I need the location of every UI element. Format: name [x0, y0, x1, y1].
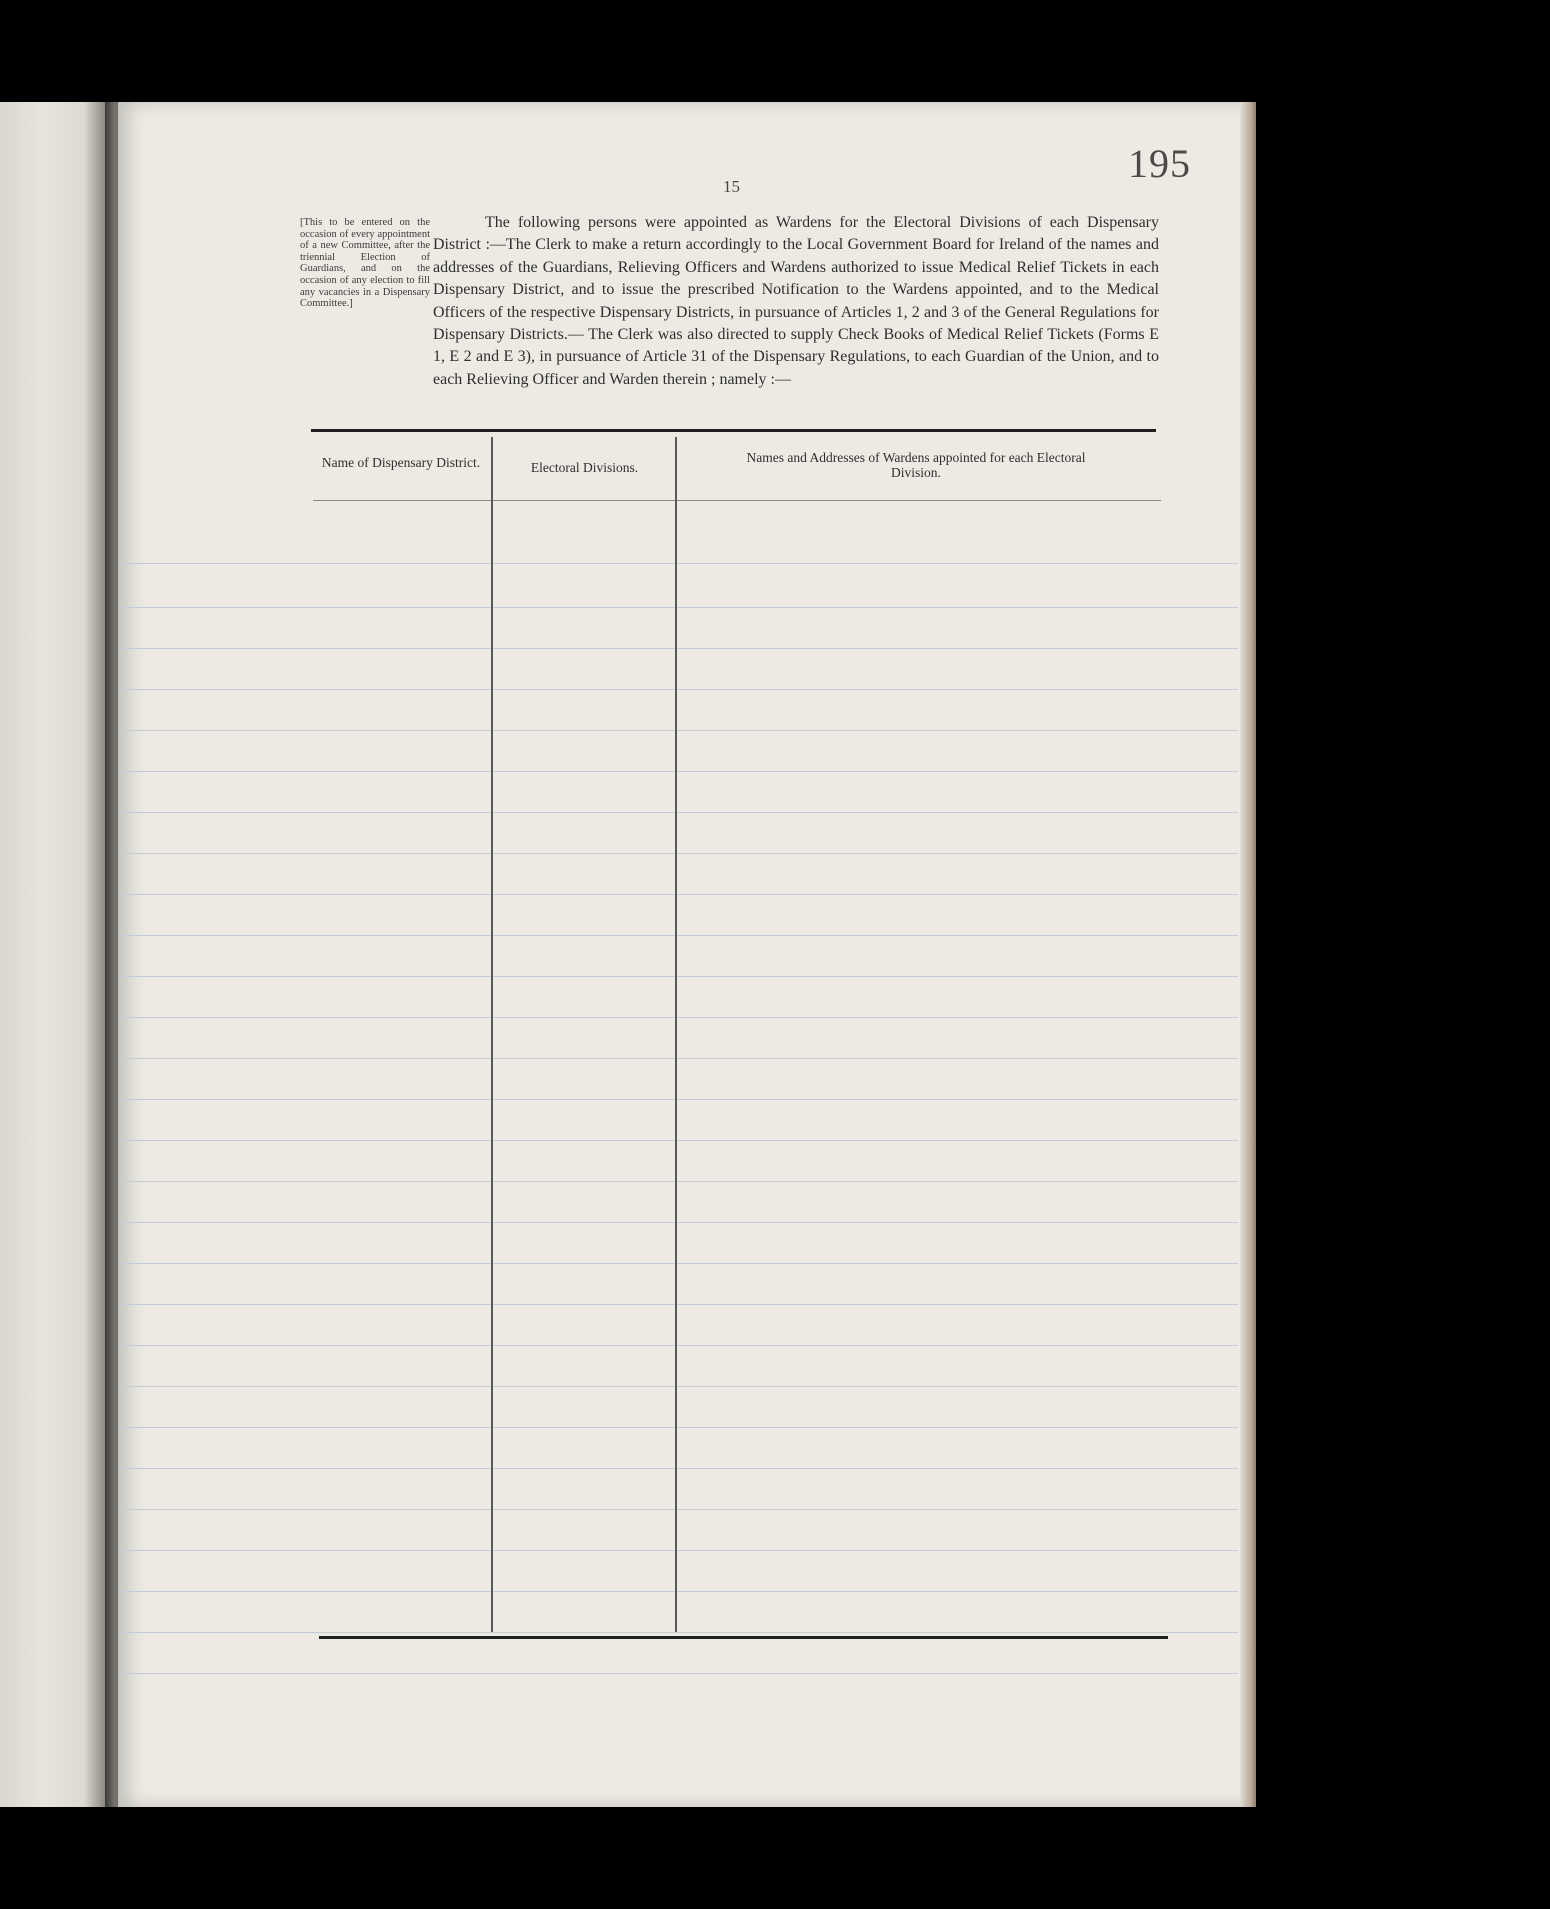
column-divider-2: [675, 437, 677, 1632]
column-divider-1: [491, 437, 493, 1632]
page-number: 195: [1128, 141, 1191, 186]
body-paragraph: The following persons were appointed as Wardens for the Electoral Divisions of each Dispensary District :—The Clerk to make a return accordingly to the Local Government Board for Ireland of the names and addresses of the Guardians, Relieving Officers and Wardens authorized to issue Medical Relief Tickets in each Dispensary District, and to issue the prescribed Notification to the Wardens appointed, and to the Medical Officers of the respective Dispensary Districts, in pursuance of Articles 1, 2 and 3 of the General Regulations for Dispensary Districts.— The Clerk was also directed to supply Check Books of Medical Relief Tickets (Forms E 1, E 2 and E 3), in pursuance of Article 31 of the Dispensary Regulations, to each Guardian of the Union, and to each Relieving Officer and Warden therein ; namely :—: [433, 214, 1159, 388]
table-bottom-rule: [319, 1636, 1168, 1639]
header-bottom-rule: [313, 500, 1161, 501]
margin-note: [This to be entered on the occasion of every appointment of a new Committee, after the triennial Election of Guardians, and on the occasion of any election to fill any vacancies in a Dispensary Committee.]: [300, 217, 430, 310]
table-top-rule: [311, 429, 1156, 432]
left-page: [0, 102, 105, 1807]
folio-number: 15: [723, 177, 740, 196]
page-edge: [1240, 102, 1256, 1807]
column-header-wardens: Names and Addresses of Wardens appointed for each Electoral Division.: [746, 450, 1086, 480]
column-header-dispensary-district: Name of Dispensary District.: [321, 455, 481, 470]
column-header-electoral-divisions: Electoral Divisions.: [530, 460, 639, 475]
